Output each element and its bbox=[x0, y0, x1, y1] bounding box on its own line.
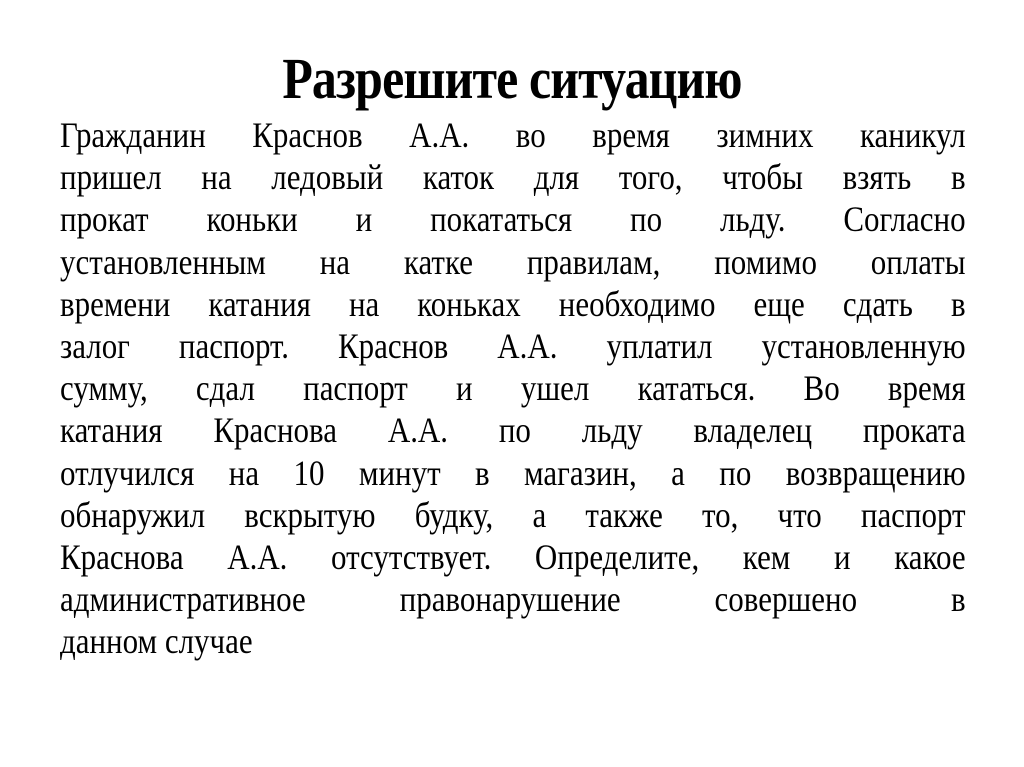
slide-body-text bbox=[60, 114, 966, 662]
body-line: Гражданин Краснов А.А. во время зимних каникул bbox=[60, 115, 966, 155]
body-line-last: данном случае bbox=[60, 621, 253, 662]
body-line: отлучился на 10 минут в магазин, а по возвращению bbox=[60, 452, 966, 493]
slide-title: Разрешите ситуацию bbox=[282, 46, 742, 111]
body-line: времени катания на коньках необходимо еще сдать в bbox=[60, 283, 966, 324]
body-line: пришел на ледовый каток для того, чтобы взять в bbox=[60, 157, 966, 198]
body-line: обнаружил вскрытую будку, а также то, что паспорт bbox=[60, 494, 966, 535]
body-line: залог паспорт. Краснов А.А. уплатил установленную bbox=[60, 325, 966, 366]
body-line: сумму, сдал паспорт и ушел кататься. Во время bbox=[60, 368, 966, 409]
body-line: административное правонарушение совершено в bbox=[60, 579, 966, 620]
body-line: катания Краснова А.А. по льду владелец проката bbox=[60, 410, 966, 451]
body-line: прокат коньки и покататься по льду. Согласно bbox=[60, 199, 966, 240]
body-line: установленным на катке правилам, помимо оплаты bbox=[60, 241, 966, 282]
body-line: Краснова А.А. отсутствует. Определите, кем и какое bbox=[60, 536, 966, 577]
